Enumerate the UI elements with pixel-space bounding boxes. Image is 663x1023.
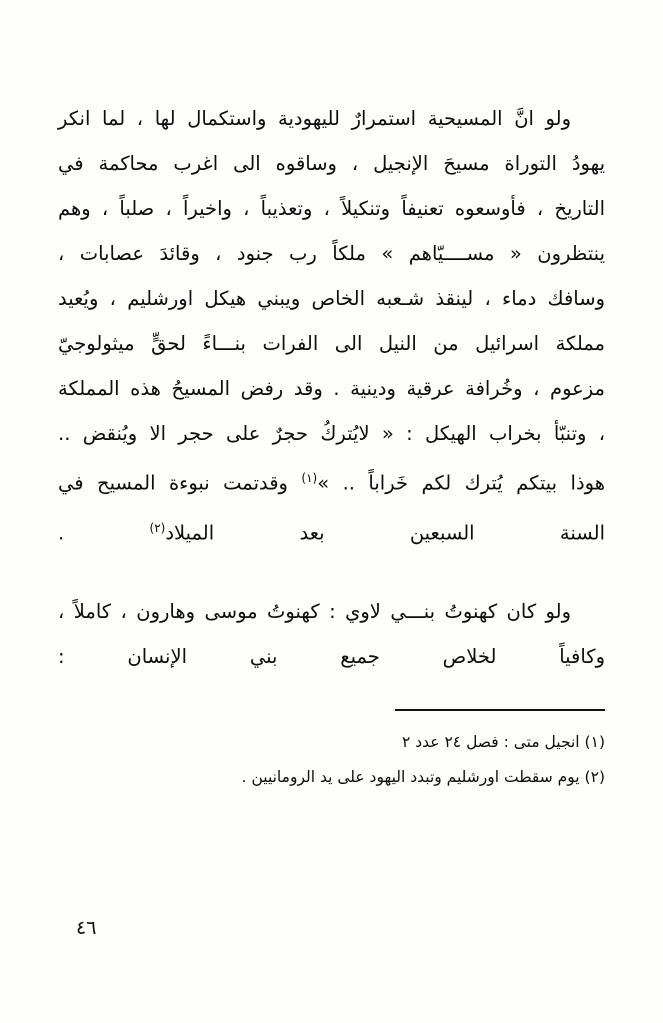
paragraph-2-text: ولو كان كهنوتُ بنـــي لاوي : كهنوتُ موسى وهارون ، كاملاً ، وكافياً لخلاص جميع بني الإنسان : <box>58 600 605 668</box>
page-body <box>58 96 605 679</box>
paragraph-1-text-after: وقدتمت نبوءة المسيح في السنة السبعين بعد الميلاد <box>58 471 605 544</box>
paragraph-1 <box>58 96 605 555</box>
paragraph-1-text-end: . <box>58 521 65 544</box>
footnote-ref-2: (٢) <box>149 520 166 535</box>
page-number: ٤٦ <box>76 917 97 939</box>
paragraph-1-text: ولو انَّ المسيحية استمرارٌ لليهودية واستكمال لها ، لما انكر يهودُ التوراة مسيحَ الإنجيل ، وساقوه الى اغرب محاكمة في التاريخ ، فأوسعوه تعنيفاً وتنكيلاً ، وتعذيباً ، واخيراً ، صلباً ، وهم ينتظرون « مســــيّاهم » ملكاً رب جنود ، وقائدَ عصابات ، وسافك دماء ، لينقذ شـعبه الخاص ويبني هيكل اورشليم ، ويُعيد مملكة اسرائيل من النيل الى الفرات بنـــاءً لحقٍّ ميثولوجيّ مزعوم ، وخُرافة عرقية ودينية . وقد رفض المسيحُ هذه المملكة ، وتنبّأ بخراب الهيكل : « لايُتركُ حجرٌ على حجر الا ويُنقض .. هوذا بيتكم يُترك لكم خَراباً .. » <box>58 107 605 495</box>
footnote-item <box>58 727 605 758</box>
footnotes-section <box>58 727 605 793</box>
footnote-separator <box>395 709 605 711</box>
footnote-item <box>58 762 605 793</box>
footnote-1-marker: (١) <box>584 733 605 751</box>
footnote-1-text: انجيل متى : فصل ٢٤ عدد ٢ <box>402 733 580 751</box>
footnote-2-text: يوم سقطت اورشليم وتبدد اليهود على يد الرومانيين . <box>241 768 580 786</box>
footnote-2-marker: (٢) <box>584 768 605 786</box>
footnote-ref-1: (١) <box>301 471 318 485</box>
page-spacer <box>58 793 605 917</box>
paragraph-2 <box>58 589 605 679</box>
